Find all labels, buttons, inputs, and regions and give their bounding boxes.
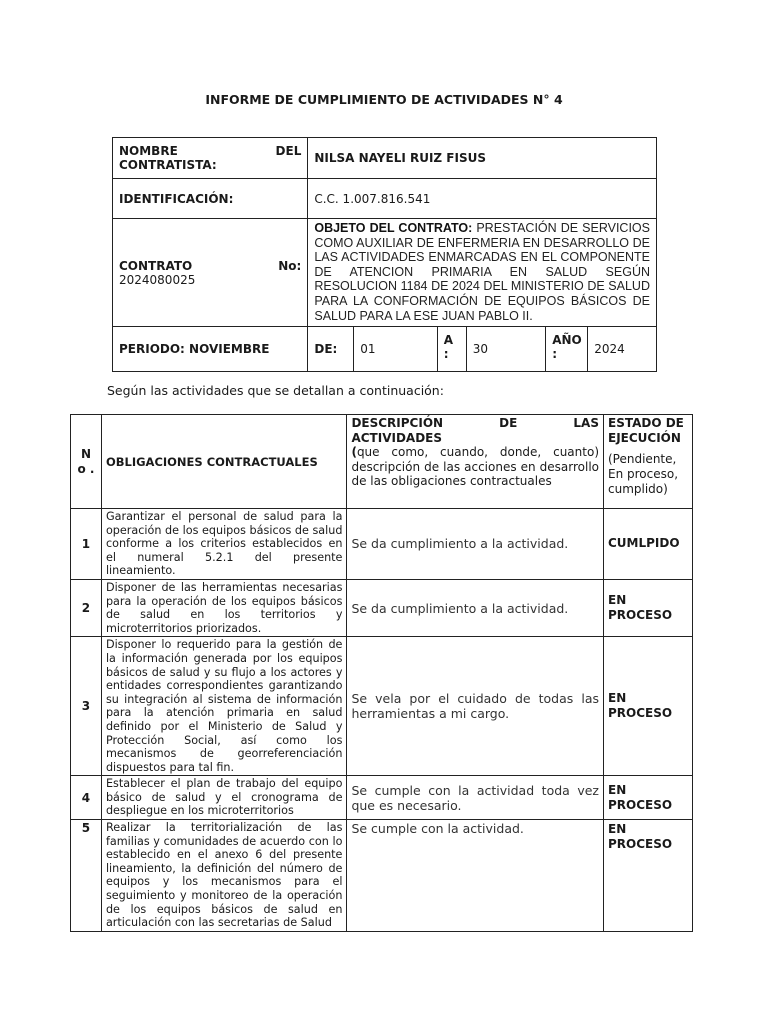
row-obligacion: Disponer lo requerido para la gestión de la información generada por los equipos básicos de salud y su flujo a los actores y entidades correspondientes garantizando su integración al sistema de información para la atención primaria en salud definido por el Ministerio de Salud y Protección Social, así como los mecanismos de georreferenciación dispuestos para tal fin. xyxy=(101,637,347,776)
header-estado-title: ESTADO DE EJECUCIÓN xyxy=(608,416,684,445)
de-value: 01 xyxy=(354,327,437,372)
row-estado: EN PROCESO xyxy=(604,579,693,636)
de-label: DE: xyxy=(308,327,354,372)
contrato-number: 2024080025 xyxy=(119,272,196,287)
table-header-row xyxy=(71,415,693,509)
contract-info-table xyxy=(112,137,657,372)
intro-text: Según las actividades que se detallan a continuación: xyxy=(107,383,444,398)
header-desc-word-2: DE xyxy=(499,416,518,430)
nombre-label-cell xyxy=(113,138,308,179)
objeto-text: PRESTACIÓN DE SERVICIOS COMO AUXILIAR DE ENFERMERIA EN DESARROLLO DE LAS ACTIVIDADES ENMARCADAS EN EL COMPONENTE DE ATENCION PRIMARIA EN SALUD SEGÚN RESOLUCION 1184 DE 2024 DEL MINISTERIO DE SALUD PARA LA CONFORMACIÓN DE EQUIPOS BÁSICOS DE SALUD PARA LA ESE JUAN PABLO II. xyxy=(314,221,650,323)
row-descripcion: Se cumple con la actividad toda vez que es necesario. xyxy=(347,776,604,820)
identificacion-value: C.C. 1.007.816.541 xyxy=(308,179,657,219)
table-row xyxy=(71,509,693,580)
row-no: 5 xyxy=(71,820,102,932)
row-descripcion: Se cumple con la actividad. xyxy=(347,820,604,932)
table-row xyxy=(71,776,693,820)
header-desc-paren: ( xyxy=(351,445,357,459)
header-obligaciones: OBLIGACIONES CONTRACTUALES xyxy=(101,415,347,509)
row-estado: EN PROCESO xyxy=(604,776,693,820)
del-label-word: DEL xyxy=(275,144,302,158)
nombre-value: NILSA NAYELI RUIZ FISUS xyxy=(308,138,657,179)
header-desc-sub: que como, cuando, donde, cuanto) descripción de las acciones en desarrollo de las obligaciones contractuales xyxy=(351,445,599,488)
row-no: 3 xyxy=(71,637,102,776)
row-obligacion: Realizar la territorialización de las familias y comunidades de acuerdo con lo establecido en el anexo 6 del presente lineamiento, la definición del número de equipos y los mecanismos para el seguimiento y monitoreo de la operación de los equipos básicos de salud en articulación con las secretarias de Salud xyxy=(101,820,347,932)
header-desc-word-4: ACTIVIDADES xyxy=(351,430,442,445)
ano-label: AÑO : xyxy=(546,327,588,371)
row-descripcion: Se da cumplimiento a la actividad. xyxy=(347,509,604,580)
row-descripcion: Se vela por el cuidado de todas las herramientas a mi cargo. xyxy=(347,637,604,776)
header-no: No . xyxy=(71,415,102,509)
row-estado: EN PROCESO xyxy=(604,820,693,932)
table-row xyxy=(71,579,693,636)
objeto-cell xyxy=(308,219,657,327)
document-title: INFORME DE CUMPLIMIENTO DE ACTIVIDADES N° 4 xyxy=(205,92,563,107)
row-estado: EN PROCESO xyxy=(604,637,693,776)
header-estado-sub: (Pendiente, En proceso, cumplido) xyxy=(608,452,679,496)
a-label: A : xyxy=(437,327,466,372)
row-estado: CUMLPIDO xyxy=(604,509,693,580)
contrato-label: CONTRATO xyxy=(119,258,193,273)
periodo-label: PERIODO: NOVIEMBRE xyxy=(113,327,308,372)
table-row xyxy=(71,820,693,932)
nombre-label-word: NOMBRE xyxy=(119,144,178,158)
objeto-label: OBJETO DEL CONTRATO: xyxy=(314,221,473,235)
row-descripcion: Se da cumplimiento a la actividad. xyxy=(347,579,604,636)
row-no: 2 xyxy=(71,579,102,636)
header-desc-word-3: LAS xyxy=(573,416,599,430)
row-obligacion: Disponer de las herramientas necesarias para la operación de los equipos básicos de salud en los territorios y microterritorios priorizados. xyxy=(101,579,347,636)
contrato-no-label: No: xyxy=(278,258,302,273)
row-no: 1 xyxy=(71,509,102,580)
row-obligacion: Garantizar el personal de salud para la operación de los equipos básicos de salud conforme a los criterios establecidos en el numeral 5.2.1 del presente lineamiento. xyxy=(101,509,347,580)
a-value: 30 xyxy=(466,327,546,372)
ano-cell xyxy=(546,327,657,372)
identificacion-label: IDENTIFICACIÓN: xyxy=(113,179,308,219)
header-descripcion xyxy=(347,415,604,509)
activities-table xyxy=(70,414,693,932)
contrato-label-cell xyxy=(113,219,308,327)
header-desc-word-1: DESCRIPCIÓN xyxy=(351,416,444,430)
row-obligacion: Establecer el plan de trabajo del equipo básico de salud y el cronograma de despliegue en los microterritorios xyxy=(101,776,347,820)
row-no: 4 xyxy=(71,776,102,820)
contratista-label-word: CONTRATISTA: xyxy=(119,158,217,172)
ano-value: 2024 xyxy=(594,342,625,357)
table-row xyxy=(71,637,693,776)
header-estado xyxy=(604,415,693,509)
